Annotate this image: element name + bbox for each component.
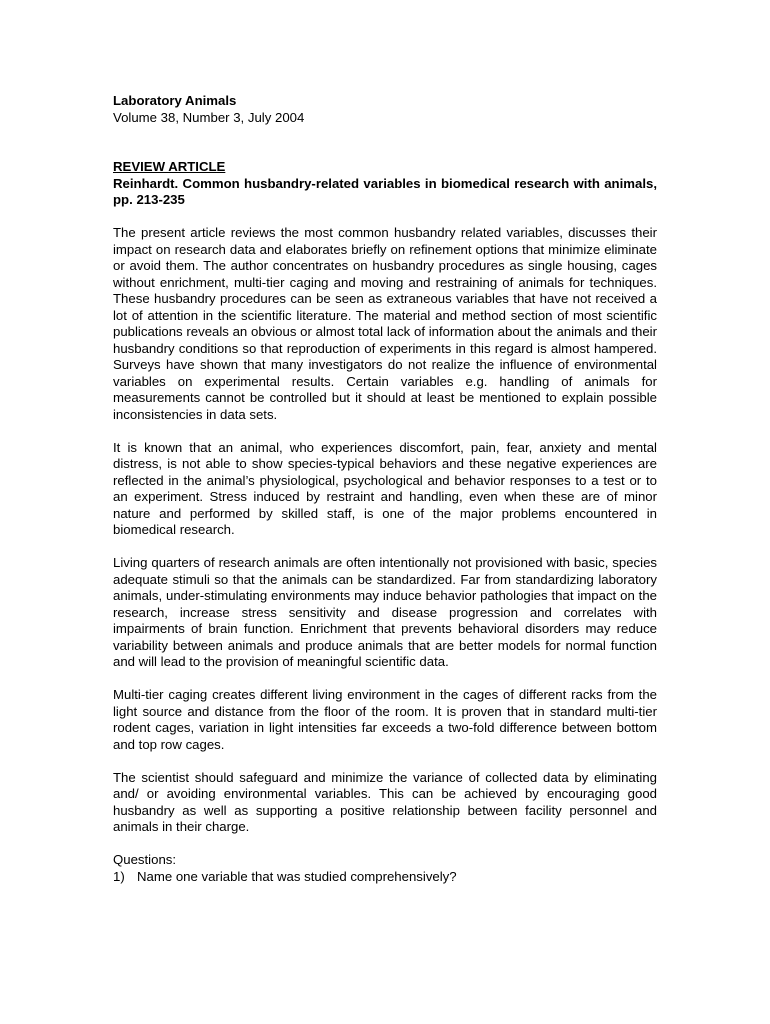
paragraph-summary: The present article reviews the most common husbandry related variables, discusses their impact on research data and elaborates briefly on refinement options that minimize eliminate or avoid them. The author concentrates on husbandry procedures as single housing, cages without enrichment, multi-tier caging and moving and restraining of animals for techniques. These husbandry procedures can be seen as extraneous variables that have not received a lot of attention in the scientific literature. The material and method section of most scientific publications reveals an obvious or almost total lack of information about the animals and their husbandry conditions so that reproduction of experiments in this regard is almost hampered. Surveys have shown that many investigators do not realize the influence of environmental variables on experimental results. Certain variables e.g. handling of animals for measurements cannot be controlled but it should at least be mentioned to explain possible inconsistencies in data sets. (113, 225, 657, 422)
paragraph-conclusion: The scientist should safeguard and minimize the variance of collected data by eliminating and/ or avoiding environmental variables. This can be achieved by encouraging good husbandry as well as supporting a positive relationship between facility personnel and animals in their charge. (113, 769, 657, 834)
journal-issue: Volume 38, Number 3, July 2004 (113, 109, 305, 125)
paragraph-multi-tier: Multi-tier caging creates different living environment in the cages of different racks from the light source and distance from the floor of the room. It is proven that in standard multi-tier rodent cages, variation in light intensities far exceeds a two-fold difference between bottom and top row cages. (113, 687, 657, 752)
questions-heading: Questions: (113, 852, 177, 867)
paragraph-stress: It is known that an animal, who experiences discomfort, pain, fear, anxiety and mental distress, is not able to show species-typical behaviors and these negative experiences are reflected in the animal’s physiological, psychological and behavior responses to a test or to an experiment. Stress induced by restraint and handling, even when these are of minor nature and performed by skilled staff, is one of the major problems encountered in biomedical research. (113, 439, 657, 537)
document-page (113, 93, 657, 885)
question-text: Name one variable that was studied comprehensively? (137, 868, 457, 884)
section-label: REVIEW ARTICLE (113, 159, 226, 174)
question-number: 1) (113, 868, 125, 884)
journal-title: Laboratory Animals (113, 93, 237, 108)
paragraph-living-quarters: Living quarters of research animals are often intentionally not provisioned with basic, species adequate stimuli so that the animals can be standardized. Far from standardizing laboratory animals, under-stimulating environments may induce behavior pathologies that impact on the research, increase stress sensitivity and disease progression and correlates with impairments of brain function. Enrichment that prevents behavioral disorders may reduce variability between animals and produce animals that are better models for normal function and will lead to the provision of meaningful scientific data. (113, 555, 657, 669)
question-list (113, 869, 657, 886)
article-citation: Reinhardt. Common husbandry-related variables in biomedical research with animals, pp. 213-235 (113, 175, 657, 207)
question-item (113, 869, 657, 886)
